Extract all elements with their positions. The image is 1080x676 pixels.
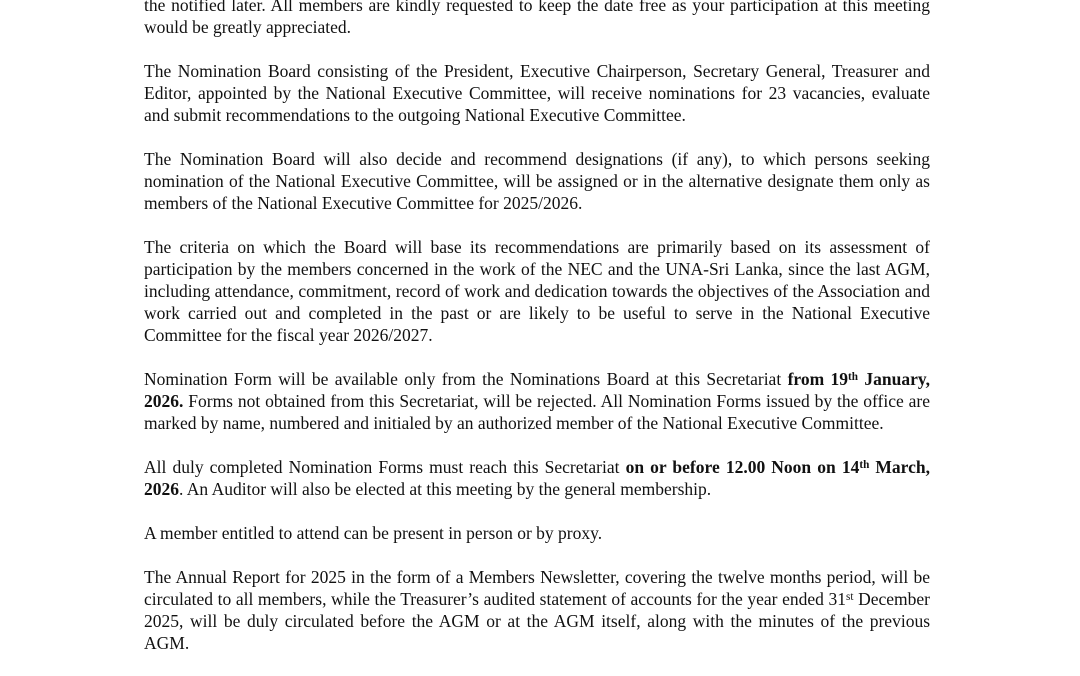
paragraph-nomination-board-designations <box>144 148 930 214</box>
text-run: th <box>859 458 870 471</box>
paragraph-nomination-form-availability <box>144 368 930 434</box>
text-run: st <box>846 590 854 603</box>
text-run: th <box>848 370 858 383</box>
text-run: The Annual Report for 2025 in the form of a Members Newsletter, covering the twelve months period, will be circulated to all members, while the Treasurer’s audited statement of accounts for the year ended 31 <box>144 567 930 609</box>
document-page <box>144 0 930 676</box>
paragraph-annual-report-circulation <box>144 566 930 654</box>
text-run: on or before 12.00 Noon on 14 <box>625 457 860 477</box>
text-run: December 2025, will be duly circulated before the AGM or at the AGM itself, along with the minutes of the previous AGM. <box>144 589 930 653</box>
paragraph-nomination-form-deadline <box>144 456 930 500</box>
text-run: from 19 <box>787 369 849 389</box>
paragraph-proxy-attendance <box>144 522 930 544</box>
text-run: . An Auditor will also be elected at this meeting by the general membership. <box>179 479 712 499</box>
text-run: Nomination Form will be available only from the Nominations Board at this Secretariat <box>144 369 788 389</box>
text-run: The Nomination Board will also decide and recommend designations (if any), to which persons seeking nomination of the National Executive Committee, will be assigned or in the alternative designate them only as members of the National Executive Committee for 2025/2026. <box>144 149 930 213</box>
text-run: Forms not obtained from this Secretariat, will be rejected. All Nomination Forms issued by the office are marked by name, numbered and initialed by an authorized member of the National Executive Committee. <box>144 391 930 433</box>
text-run: The Nomination Board consisting of the President, Executive Chairperson, Secretary General, Treasurer and Editor, appointed by the National Executive Committee, will receive nominations for 23 vacancies, evaluate and submit recommendations to the outgoing National Executive Committee. <box>144 61 930 125</box>
text-run: All duly completed Nomination Forms must reach this Secretariat <box>144 457 626 477</box>
text-run: January, 2026. <box>144 369 931 411</box>
text-run: the notified later. All members are kindly requested to keep the date free as your participation at this meeting would be greatly appreciated. <box>144 0 930 37</box>
text-run: The criteria on which the Board will base its recommendations are primarily based on its assessment of participation by the members concerned in the work of the NEC and the UNA-Sri Lanka, since the last AGM, including attendance, commitment, record of work and dedication towards the objectives of the Association and work carried out and completed in the past or are likely to be useful to serve in the National Executive Committee for the fiscal year 2026/2027. <box>144 237 930 345</box>
paragraph-recommendation-criteria <box>144 236 930 346</box>
paragraph-continuation-meeting-date <box>144 0 930 38</box>
text-run: A member entitled to attend can be present in person or by proxy. <box>144 523 603 543</box>
paragraph-nomination-board-composition <box>144 60 930 126</box>
text-run: March, 2026 <box>144 457 930 499</box>
